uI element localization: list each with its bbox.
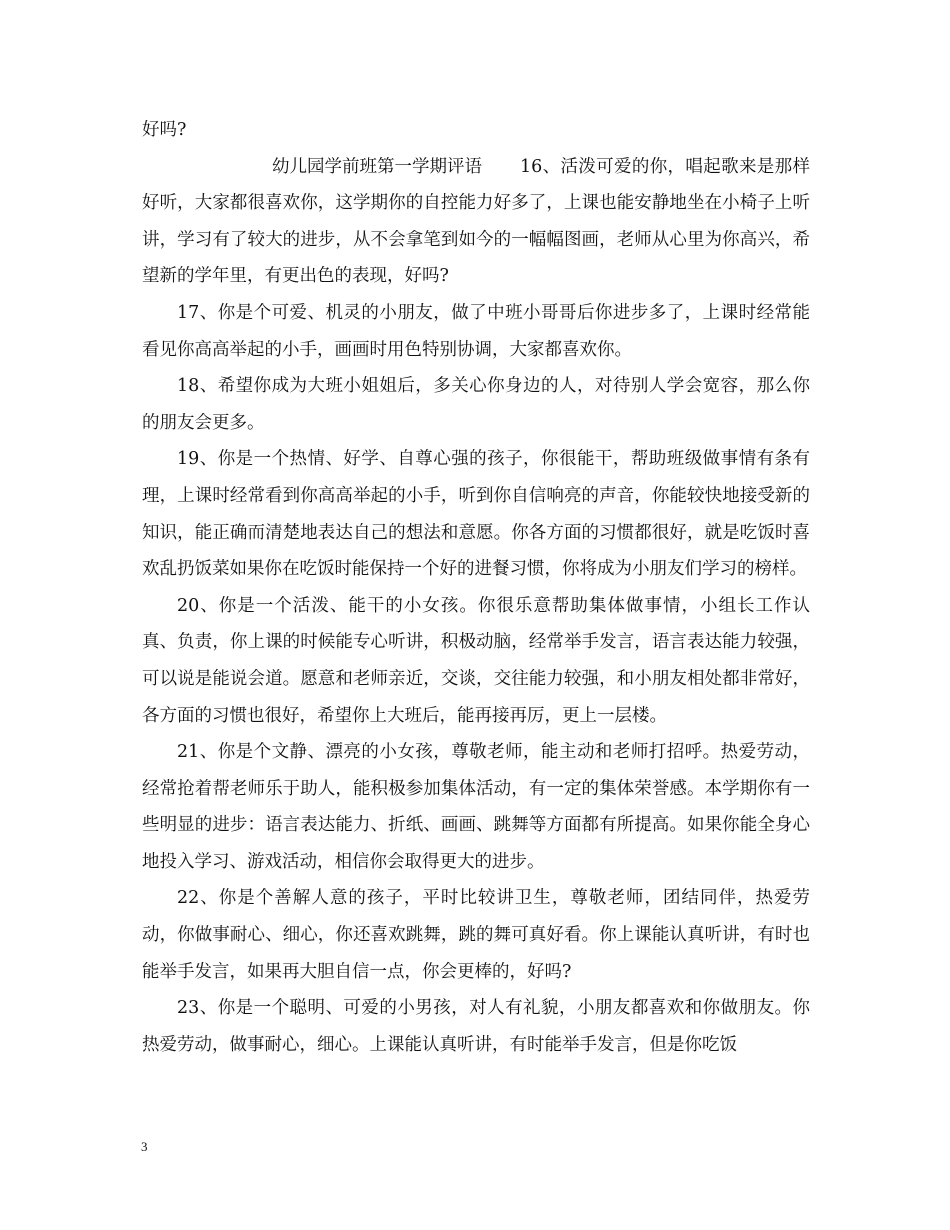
paragraph-16-text: 16、活泼可爱的你，唱起歌来是那样好听，大家都很喜欢你，这学期你的自控能力好多了，上课也能安静地坐在小椅子上听讲，学习有了较大的进步，从不会拿笔到如今的一幅幅图画，老师从心里为你高兴，希望新的学年里，有更出色的表现，好吗? [142,156,810,287]
opening-fragment: 好吗? [142,120,187,140]
paragraph-22: 22、你是个善解人意的孩子，平时比较讲卫生，尊敬老师，团结同伴，热爱劳动，你做事耐心、细心，你还喜欢跳舞，跳的舞可真好看。你上课能认真听讲，有时也能举手发言，如果再大胆自信一点，你会更棒的，好吗? [142,888,810,982]
paragraph-21: 21、你是个文静、漂亮的小女孩，尊敬老师，能主动和老师打招呼。热爱劳动，经常抢着帮老师乐于助人，能积极参加集体活动，有一定的集体荣誉感。本学期你有一些明显的进步：语言表达能力、折纸、画画、跳舞等方面都有所提高。如果你能全身心地投入学习、游戏活动，相信你会取得更大的进步。 [142,742,810,872]
page-number: 3 [141,1139,148,1154]
document-body [142,112,810,1063]
paragraph-17: 17、你是个可爱、机灵的小朋友，做了中班小哥哥后你进步多了，上课时经常能看见你高高举起的小手，画画时用色特别协调，大家都喜欢你。 [142,302,810,360]
paragraph-20: 20、你是一个活泼、能干的小女孩。你很乐意帮助集体做事情，小组长工作认真、负责，你上课的时候能专心听讲，积极动脑，经常举手发言，语言表达能力较强，可以说是能说会道。愿意和老师亲近，交谈，交往能力较强，和小朋友相处都非常好，各方面的习惯也很好，希望你上大班后，能再接再厉，更上一层楼。 [142,595,810,726]
section-title: 幼儿园学前班第一学期评语 [272,156,482,177]
paragraph-16 [142,149,810,295]
paragraph-18: 18、希望你成为大班小姐姐后，多关心你身边的人，对待别人学会宽容，那么你的朋友会更多。 [142,376,810,433]
paragraph-23: 23、你是一个聪明、可爱的小男孩，对人有礼貌，小朋友都喜欢和你做朋友。你热爱劳动，做事耐心，细心。上课能认真听讲，有时能举手发言，但是你吃饭 [142,998,810,1055]
paragraph-19: 19、你是一个热情、好学、自尊心强的孩子，你很能干，帮助班级做事情有条有理，上课时经常看到你高高举起的小手，听到你自信响亮的声音，你能较快地接受新的知识，能正确而清楚地表达自己的想法和意愿。你各方面的习惯都很好，就是吃饭时喜欢乱扔饭菜如果你在吃饭时能保持一个好的进餐习惯，你将成为小朋友们学习的榜样。 [142,449,810,580]
